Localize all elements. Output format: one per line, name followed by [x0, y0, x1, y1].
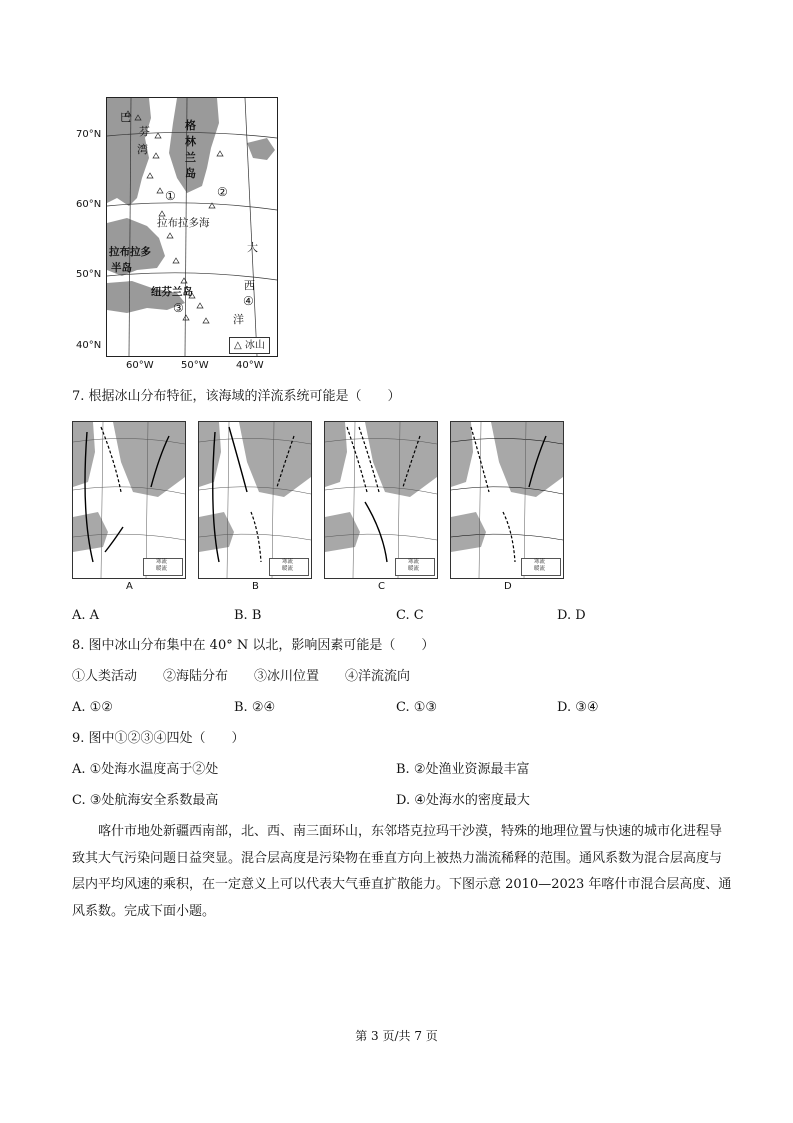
legend-warm-d: 暖流: [534, 566, 546, 572]
q7-option-c[interactable]: C. C: [396, 608, 424, 623]
option-map-c-graphic: [325, 422, 437, 578]
label-greenland-2: 林: [185, 135, 196, 148]
page-footer: 第 3 页/共 7 页: [355, 1029, 438, 1043]
option-legend-c: [395, 558, 435, 576]
option-map-letter-d: D: [504, 581, 512, 592]
label-newfoundland: 纽芬兰岛: [151, 286, 193, 298]
q8-option-c[interactable]: C. ①③: [396, 700, 438, 715]
lon-label-40w: 40°W: [236, 360, 264, 371]
label-baffin-3: 湾: [137, 143, 148, 156]
option-map-letter-c: C: [378, 581, 385, 592]
option-map-letter-a: A: [126, 581, 133, 592]
q9-option-a[interactable]: A. ①处海水温度高于②处: [72, 762, 219, 777]
passage-text: 喀什市地处新疆西南部，北、西、南三面环山，东邻塔克拉玛干沙漠，特殊的地理位置与快速的城市化进程导致其大气污染问题日益突显。混合层高度是污染物在垂直方向上被热力湍流稀释的范围。通风系数为混合层高度与层内平均风速的乘积，在一定意义上可以代表大气垂直扩散能力。下图示意 2010—2023 年喀什市混合层高度、通风系数。完成下面小题。: [72, 824, 732, 919]
option-map-letter-b: B: [252, 581, 259, 592]
label-greenland-4: 岛: [185, 167, 196, 180]
q8-stem: 8. 图中冰山分布集中在 40° N 以北，影响因素可能是（ ）: [72, 638, 435, 653]
map-legend: △ 冰山: [229, 337, 270, 354]
label-baffin-2: 芬: [139, 125, 150, 138]
option-map-c: [324, 421, 438, 579]
label-point-2: ②: [217, 185, 228, 199]
legend-cold-b: 寒流: [282, 559, 294, 565]
label-labrador-pen-1: 拉布拉多: [109, 246, 151, 258]
q8-factors: ①人类活动 ②海陆分布 ③冰川位置 ④洋流流向: [72, 669, 411, 684]
label-atlantic-3: 洋: [233, 313, 244, 326]
q7-option-a[interactable]: A. A: [72, 608, 100, 623]
option-map-d: [450, 421, 564, 579]
lon-label-60w: 60°W: [126, 360, 154, 371]
q8-option-b[interactable]: B. ②④: [234, 700, 276, 715]
q7-stem: 7. 根据冰山分布特征，该海域的洋流系统可能是（ ）: [72, 389, 401, 404]
option-map-d-graphic: [451, 422, 563, 578]
option-legend-d: [521, 558, 561, 576]
label-greenland-3: 兰: [185, 151, 196, 164]
legend-warm-b: 暖流: [282, 566, 294, 572]
legend-cold-c: 寒流: [408, 559, 420, 565]
legend-warm-c: 暖流: [408, 566, 420, 572]
q7-option-d[interactable]: D. D: [557, 608, 586, 623]
label-point-3: ③: [173, 301, 184, 315]
lat-label-40: 40°N: [76, 340, 102, 351]
label-point-4: ④: [243, 294, 254, 308]
label-atlantic-2: 西: [244, 279, 255, 292]
option-map-b: [198, 421, 312, 579]
option-map-a: [72, 421, 186, 579]
label-labrador-sea: 拉布拉多海: [157, 217, 210, 229]
legend-cold-d: 寒流: [534, 559, 546, 565]
q9-option-c[interactable]: C. ③处航海安全系数最高: [72, 793, 219, 808]
q9-stem: 9. 图中①②③④四处（ ）: [72, 731, 245, 746]
q9-option-d[interactable]: D. ④处海水的密度最大: [396, 793, 530, 808]
legend-warm-a: 暖流: [156, 566, 168, 572]
lat-label-70: 70°N: [76, 129, 102, 140]
q7-option-b[interactable]: B. B: [234, 608, 262, 623]
label-labrador-pen-2: 半岛: [111, 262, 132, 274]
option-map-b-graphic: [199, 422, 311, 578]
label-baffin-1: 巴: [120, 111, 131, 124]
option-legend-b: [269, 558, 309, 576]
label-greenland-1: 格: [185, 119, 196, 132]
q8-option-d[interactable]: D. ③④: [557, 700, 599, 715]
label-point-1: ①: [165, 189, 176, 203]
iceberg-map: [106, 97, 278, 357]
lat-label-50: 50°N: [76, 269, 102, 280]
legend-cold-a: 寒流: [156, 559, 168, 565]
lat-label-60: 60°N: [76, 199, 102, 210]
option-map-a-graphic: [73, 422, 185, 578]
option-legend-a: [143, 558, 183, 576]
label-atlantic-1: 大: [247, 241, 258, 254]
lon-label-50w: 50°W: [181, 360, 209, 371]
q8-option-a[interactable]: A. ①②: [72, 700, 113, 715]
q9-option-b[interactable]: B. ②处渔业资源最丰富: [396, 762, 530, 777]
